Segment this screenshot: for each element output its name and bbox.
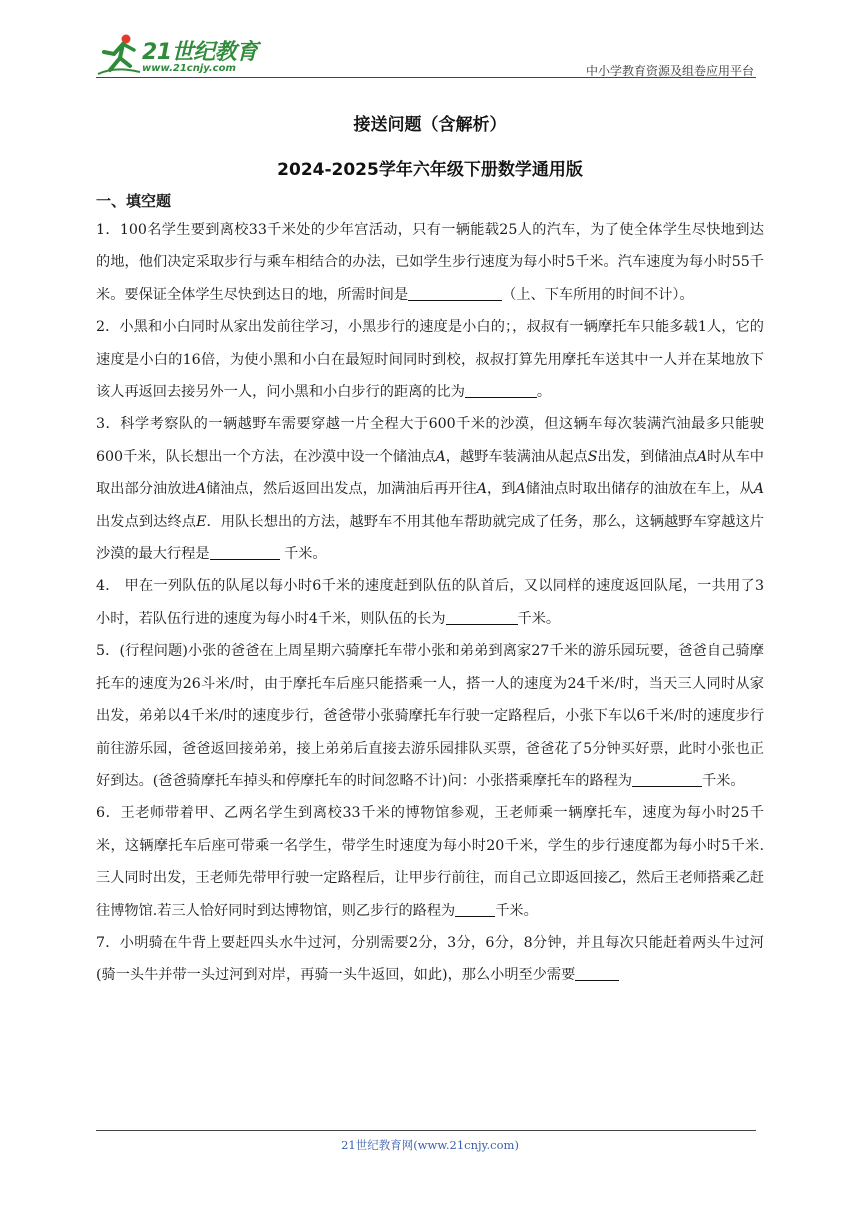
answer-blank[interactable]	[408, 285, 502, 301]
answer-blank[interactable]	[465, 382, 537, 398]
platform-name: 中小学教育资源及组卷应用平台	[585, 64, 754, 78]
header-divider	[96, 77, 756, 78]
document-subtitle: 2024-2025学年六年级下册数学通用版	[277, 160, 583, 180]
site-logo	[96, 32, 266, 80]
answer-blank[interactable]	[632, 771, 702, 787]
question-5: 5．(行程问题)小张的爸爸在上周星期六骑摩托车带小张和弟弟到离家27千米的游乐园玩要，爸爸自己骑摩托车的速度为26斗米/时，由于摩托车后座只能搭乘一人，搭一人的速度为24千米/时，当天三人同时从家出发，弟弟以4千米/时的速度步行，爸爸带小张骑摩托车行驶一定路程后，小张下车以6千米/时的速度步行前往游乐园，爸爸返回接弟弟，接上弟弟后直接去游乐园排队买票，爸爸花了5分钟买好票，此时小张也正好到达。(爸爸骑摩托车掉头和停摩托车的时间忽略不计)问：小张搭乘摩托车的路程为 千米。	[96, 643, 764, 789]
document-title: 接送问题（含解析）	[353, 115, 507, 135]
answer-blank[interactable]	[446, 609, 518, 625]
page-footer: 21世纪教育网(www.21cnjy.com)	[341, 1138, 519, 1152]
logo-wordmark: 21世纪教育	[142, 40, 258, 65]
answer-blank[interactable]	[210, 544, 280, 560]
runner-logo-icon	[96, 32, 142, 80]
question-7: 7．小明骑在牛背上要赶四头水牛过河，分别需要2分，3分，6分，8分钟，并且每次只能赶着两头牛过河(骑一头牛并带一头过河到对岸，再骑一头牛返回，如此)，那么小明至少需要	[96, 934, 764, 984]
question-list	[96, 214, 764, 992]
question-4: 4． 甲在一列队伍的队尾以每小时6千米的速度赶到队伍的队首后，又以同样的速度返回队尾，一共用了3小时，若队伍行进的速度为每小时4千米，则队伍的长为 千米。	[96, 578, 764, 627]
answer-blank[interactable]	[575, 965, 619, 981]
question-6: 6．王老师带着甲、乙两名学生到离校33千米的博物馆参观，王老师乘一辆摩托车，速度为每小时25千米，这辆摩托车后座可带乘一名学生，带学生时速度为每小时20千米，学生的步行速度都为每小时5千米.三人同时出发，王老师先带甲行驶一定路程后，让甲步行前往，而自己立即返回接乙，然后王老师搭乘乙赶往博物馆.若三人恰好同时到达博物馆，则乙步行的路程为 千米。	[96, 805, 764, 919]
footer-divider	[96, 1130, 756, 1131]
page-header	[96, 32, 756, 80]
section-heading: 一、填空题	[96, 192, 172, 210]
question-2: 2．小黑和小白同时从家出发前往学习，小黑步行的速度是小白的；，叔叔有一辆摩托车只能多载1人，它的速度是小白的16倍，为使小黑和小白在最短时间同时到校，叔叔打算先用摩托车送其中一人并在某地放下该人再返回去接另外一人，问小黑和小白步行的距离的比为 。	[96, 319, 764, 401]
question-1: 1．100名学生要到离校33千米处的少年宫活动，只有一辆能载25人的汽车，为了使全体学生尽快地到达的地，他们决定采取步行与乘车相结合的办法，已如学生步行速度为每小时5千米。汽车速度为每小时55千米。要保证全体学生尽快到达日的地，所需时间是 （上、下车所用的时间不计）。	[96, 222, 764, 303]
question-3: 3．科学考察队的一辆越野车需要穿越一片全程大于600千米的沙漠，但这辆车每次装满汽油最多只能驶600千米，队长想出一个方法，在沙漠中设一个储油点A，越野车装满油从起点S出发，到储油点A时从车中取出部分油放进A储油点，然后返回出发点，加满油后再开往A，到A储油点时取出储存的油放在车上，从A出发点到达终点E．用队长想出的方法，越野车不用其他车帮助就完成了任务，那么，这辆越野车穿越这片沙漠的最大行程是 千米。	[96, 416, 764, 563]
answer-blank[interactable]	[455, 901, 495, 917]
logo-url: www.21cnjy.com	[142, 63, 236, 74]
